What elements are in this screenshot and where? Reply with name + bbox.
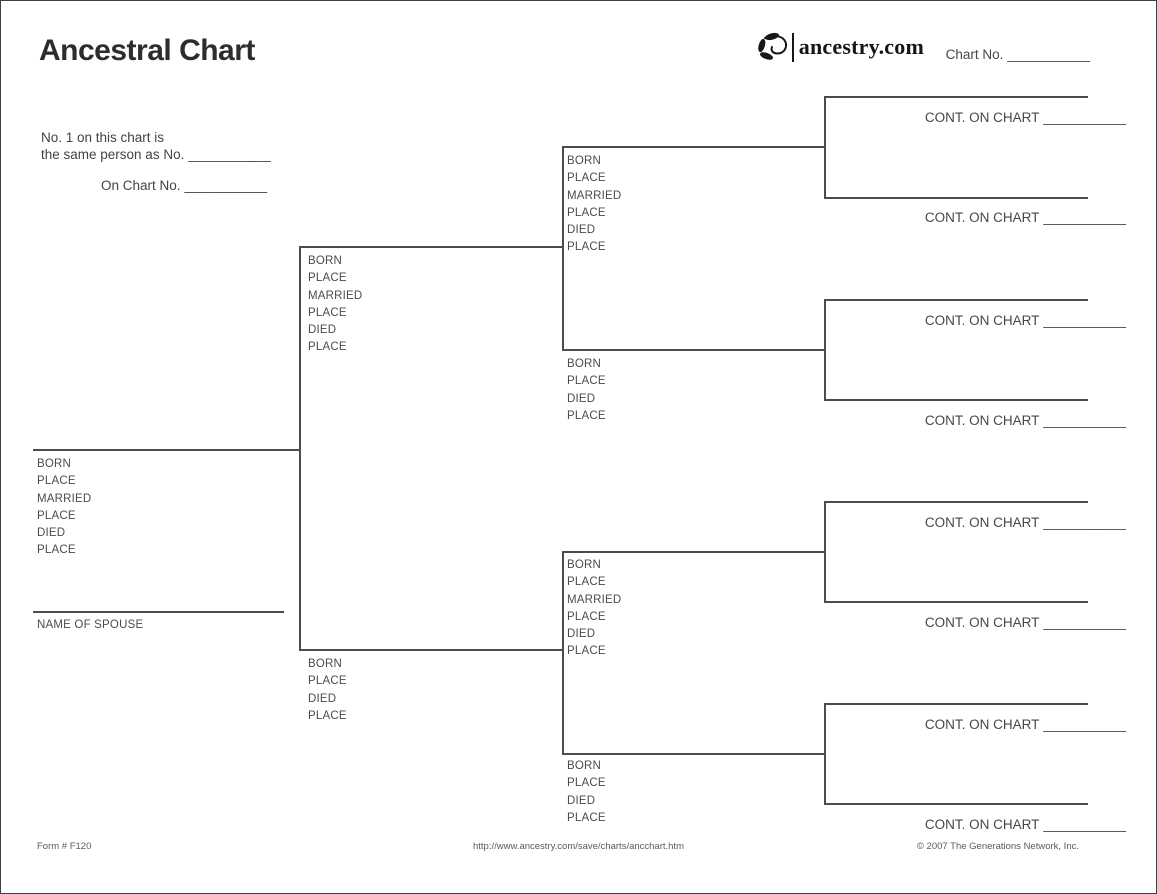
place-label: PLACE [567, 610, 606, 623]
cont-on-chart-2: CONT. ON CHART ___________ [924, 210, 1126, 225]
married-label: MARRIED [308, 289, 363, 302]
paternal-grandmother-line [562, 349, 826, 351]
copyright-notice: © 2007 The Generations Network, Inc. [916, 841, 1079, 852]
married-label: MARRIED [567, 593, 622, 606]
born-label: BORN [567, 155, 602, 167]
died-label: DIED [308, 692, 337, 705]
died-label: DIED [567, 628, 596, 641]
paternal-grandfather-field-labels [567, 153, 621, 257]
cont-blank: ___________ [1043, 817, 1126, 832]
maternal-grandfather-field-labels [567, 557, 621, 661]
cont-on-chart-3: CONT. ON CHART ___________ [924, 313, 1126, 328]
paternal-grandmother-field-labels [567, 356, 606, 425]
greatgrandparent-line-6 [824, 601, 1088, 603]
bracket4-connector [824, 703, 826, 805]
chart-no-label: Chart No. [945, 47, 1004, 62]
greatgrandparent-line-3 [824, 299, 1088, 301]
place-label: PLACE [308, 341, 347, 354]
mother-name-line [299, 649, 564, 651]
born-label: BORN [567, 559, 602, 571]
place-label: PLACE [37, 475, 76, 488]
mother-field-labels [308, 656, 347, 725]
identity-note-line2: the same person as No. ___________ [41, 147, 271, 162]
cont-blank: ___________ [1043, 313, 1126, 328]
greatgrandparent-line-2 [824, 197, 1088, 199]
born-label: BORN [308, 658, 343, 670]
identity-note-line1: No. 1 on this chart is [41, 130, 165, 145]
logo-divider [792, 33, 794, 62]
cont-blank: ___________ [1043, 717, 1126, 732]
spouse-name-line [33, 611, 284, 613]
logo-wordmark: ancestry.com [798, 34, 924, 59]
paternal-grandfather-line [562, 146, 826, 148]
born-label: BORN [308, 255, 343, 267]
place-label: PLACE [567, 811, 606, 824]
on-chart-no-blank: ___________ [184, 178, 268, 193]
place-label: PLACE [308, 306, 347, 319]
cont-on-chart-8: CONT. ON CHART ___________ [924, 817, 1126, 832]
born-label: BORN [567, 358, 602, 370]
died-label: DIED [567, 392, 596, 405]
maternal-grandmother-line [562, 753, 826, 755]
married-label: MARRIED [37, 492, 92, 505]
place-label: PLACE [567, 241, 606, 254]
paternal-connector [562, 146, 564, 351]
place-label: PLACE [37, 544, 76, 557]
chart-no-blank: ___________ [1007, 47, 1090, 62]
ancestry-logo [755, 30, 924, 64]
place-label: PLACE [567, 576, 606, 589]
cont-on-chart-6: CONT. ON CHART ___________ [924, 615, 1126, 630]
place-label: PLACE [567, 206, 606, 219]
maternal-grandfather-line [562, 551, 826, 553]
greatgrandparent-line-4 [824, 399, 1088, 401]
place-label: PLACE [567, 645, 606, 658]
bracket3-connector [824, 501, 826, 603]
father-field-labels [308, 253, 362, 357]
born-label: BORN [567, 760, 602, 772]
died-label: DIED [567, 224, 596, 237]
cont-blank: ___________ [1043, 110, 1126, 125]
married-label: MARRIED [567, 189, 622, 202]
cont-blank: ___________ [1043, 210, 1126, 225]
greatgrandparent-line-7 [824, 703, 1088, 705]
cont-blank: ___________ [1043, 515, 1126, 530]
place-label: PLACE [567, 375, 606, 388]
maternal-grandmother-field-labels [567, 758, 606, 827]
bracket1-connector [824, 96, 826, 199]
place-label: PLACE [308, 272, 347, 285]
cont-blank: ___________ [1043, 615, 1126, 630]
greatgrandparent-line-1 [824, 96, 1088, 98]
person1-field-labels [37, 456, 91, 560]
chart-no-field [946, 47, 1090, 62]
place-label: PLACE [567, 409, 606, 422]
cont-on-chart-4: CONT. ON CHART ___________ [924, 413, 1126, 428]
identity-note-line3: On Chart No. ___________ [101, 178, 268, 193]
cont-on-chart-5: CONT. ON CHART ___________ [924, 515, 1126, 530]
greatgrandparent-line-8 [824, 803, 1088, 805]
greatgrandparent-line-5 [824, 501, 1088, 503]
bracket2-connector [824, 299, 826, 401]
died-label: DIED [308, 324, 337, 337]
cont-blank: ___________ [1043, 413, 1126, 428]
page-title: Ancestral Chart [39, 34, 255, 67]
spouse-label: NAME OF SPOUSE [37, 619, 144, 631]
died-label: DIED [567, 794, 596, 807]
place-label: PLACE [567, 172, 606, 185]
gen1-connector [299, 246, 301, 651]
place-label: PLACE [37, 509, 76, 522]
born-label: BORN [37, 458, 72, 470]
ancestry-leaf-icon [755, 30, 791, 64]
person1-name-line [33, 449, 299, 451]
cont-on-chart-1: CONT. ON CHART ___________ [924, 110, 1126, 125]
cont-on-chart-7: CONT. ON CHART ___________ [924, 717, 1126, 732]
form-number: Form # F120 [37, 841, 92, 852]
place-label: PLACE [308, 675, 347, 688]
maternal-connector [562, 551, 564, 755]
died-label: DIED [37, 527, 66, 540]
footer-url: http://www.ancestry.com/save/charts/ancchart.htm [472, 841, 684, 852]
place-label: PLACE [567, 777, 606, 790]
same-person-no-blank: ___________ [188, 147, 271, 162]
place-label: PLACE [308, 709, 347, 722]
father-name-line [299, 246, 564, 248]
